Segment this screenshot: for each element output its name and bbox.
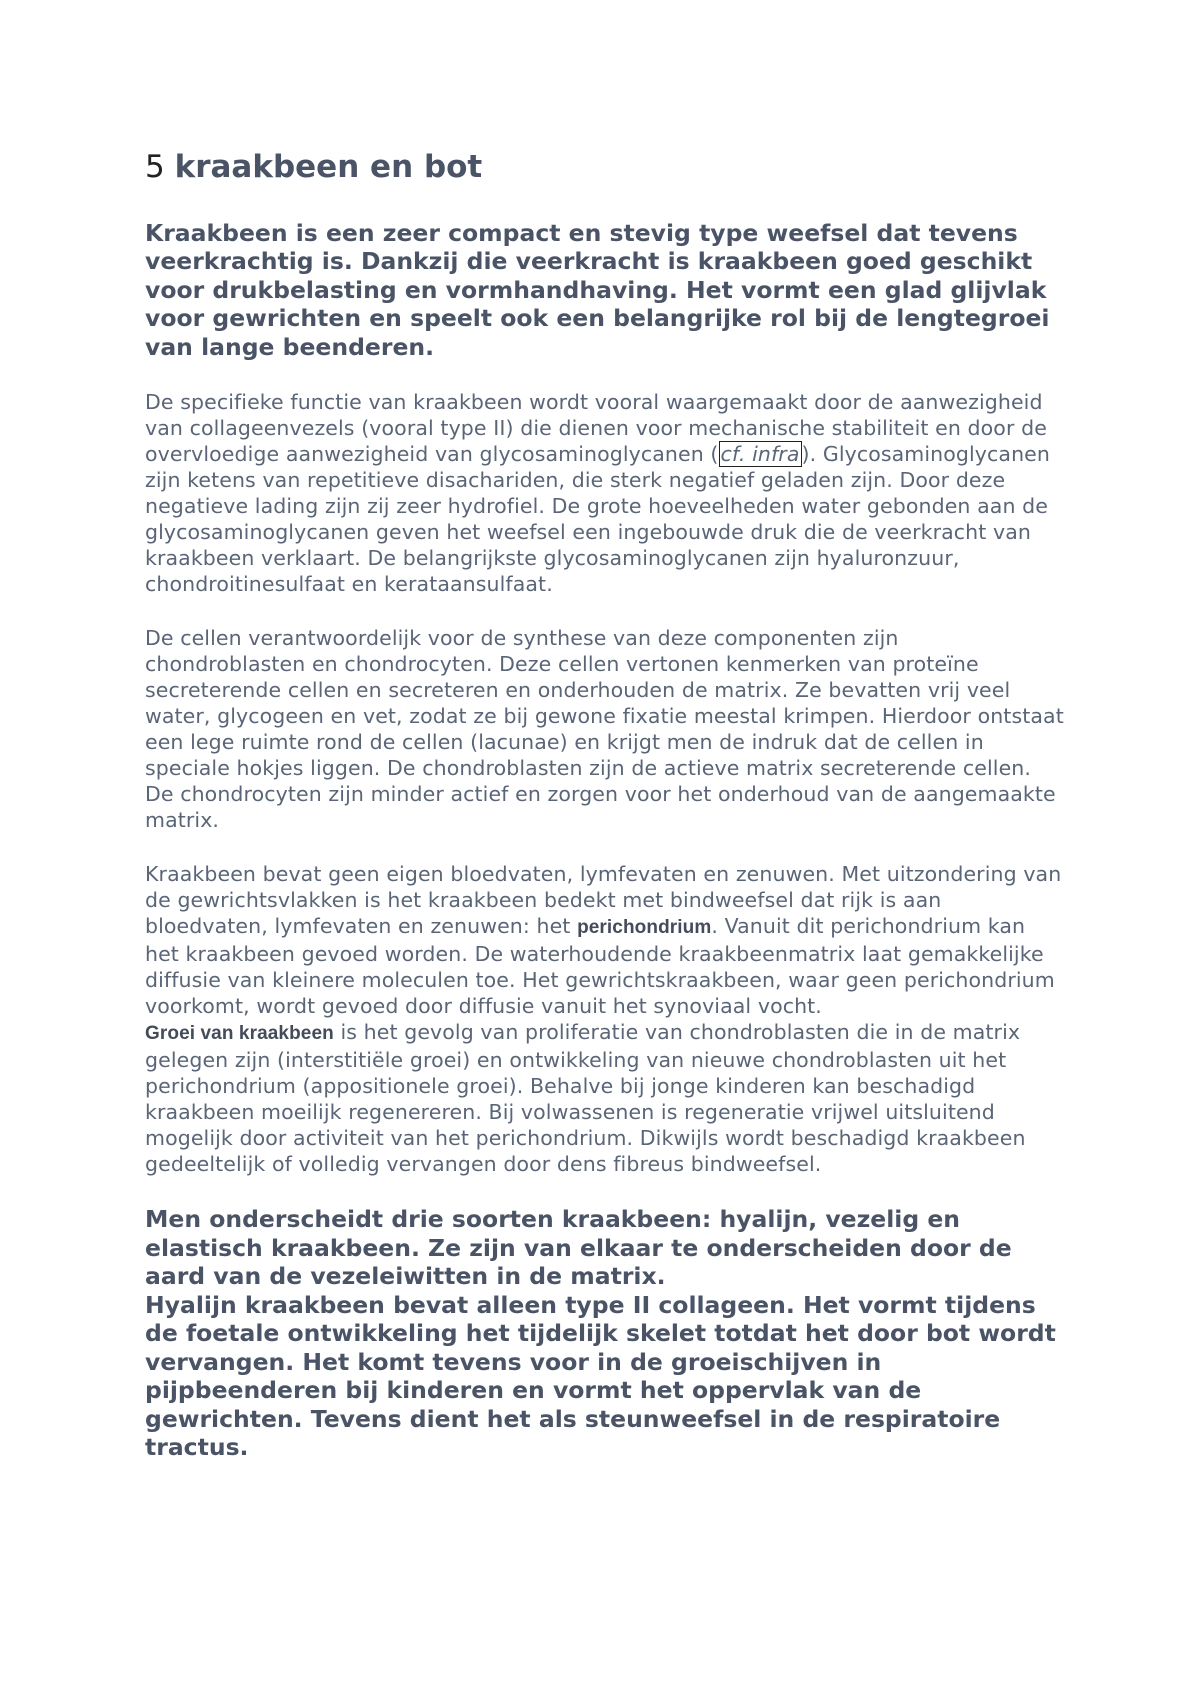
term-perichondrium: perichondrium: [577, 917, 712, 939]
paragraph-text: is het gevolg van proliferatie van chondroblasten die in de matrix gelegen zijn (interstitiële groei) en ontwikkeling van nieuwe chondroblasten uit het perichondrium (appositionele groei). Behalve bij jonge kinderen kan beschadigd kraakbeen moeilijk regenereren. Bij volwassenen is regeneratie vrijwel uitsluitend mogelijk door activiteit van het perichondrium. Dikwijls wordt beschadigd kraakbeen gedeeltelijk of volledig vervangen door dens fibreus bindweefsel.: [145, 1020, 1026, 1177]
paragraph-perichondrium: [145, 861, 1065, 1019]
paragraph-text: De specifieke functie van kraakbeen wordt vooral waargemaakt door de aanwezigheid van collageenvezels (vooral type II) die dienen voor mechanische stabiliteit en door de overvloedige aanwezigheid van glycosaminoglycanen (: [145, 390, 1047, 467]
paragraph-function: [145, 389, 1065, 597]
paragraph-text: Kraakbeen bevat geen eigen bloedvaten, lymfevaten en zenuwen. Met uitzondering van de gewrichtsvlakken is het kraakbeen bedekt met bindweefsel dat rijk is aan bloedvaten, lymfevaten en zenuwen: het: [145, 862, 1062, 939]
paragraph-hyaline: Hyalijn kraakbeen bevat alleen type II collageen. Het vormt tijdens de foetale ontwikkeling het tijdelijk skelet totdat het door bot wordt vervangen. Het komt tevens voor in de groeischijven in pijpbeenderen bij kinderen en vormt het oppervlak van de gewrichten. Tevens dient het als steunweefsel in de respiratoire tractus.: [145, 1290, 1056, 1462]
paragraph-text: ). Glycosaminoglycanen zijn ketens van repetitieve disachariden, die sterk negatief geladen zijn. Door deze negatieve lading zijn zij zeer hydrofiel. De grote hoeveelheden water gebonden aan de glycosaminoglycanen geven het weefsel een ingebouwde druk die de veerkracht van kraakbeen verklaart. De belangrijkste glycosaminoglycanen zijn hyaluronzuur, chondroitinesulfaat en kerataansulfaat.: [145, 442, 1050, 597]
paragraph-growth: [145, 1019, 1065, 1177]
document-page: [145, 148, 1065, 1462]
paragraph-text: . Vanuit dit perichondrium kan het kraakbeen gevoed worden. De waterhoudende kraakbeenmatrix laat gemakkelijke diffusie van kleinere moleculen toe. Het gewrichtskraakbeen, waar geen perichondrium voorkomt, wordt gevoed door diffusie vanuit het synoviaal vocht.: [145, 914, 1055, 1019]
chapter-name: kraakbeen en bot: [174, 149, 483, 185]
chapter-number: 5: [145, 149, 165, 185]
chapter-title: [145, 148, 1065, 187]
paragraph-types: Men onderscheidt drie soorten kraakbeen: hyalijn, vezelig en elastisch kraakbeen. Ze zijn van elkaar te onderscheiden door de aard van de vezeleiwitten in de matrix.: [145, 1205, 1012, 1291]
paragraph-cells: De cellen verantwoordelijk voor de synthese van deze componenten zijn chondroblasten en chondrocyten. Deze cellen vertonen kenmerken van proteïne secreterende cellen en secreteren en onderhouden de matrix. Ze bevatten vrij veel water, glycogeen en vet, zodat ze bij gewone fixatie meestal krimpen. Hierdoor ontstaat een lege ruimte rond de cellen (lacunae) en krijgt men de indruk dat de cellen in speciale hokjes liggen. De chondroblasten zijn de actieve matrix secreterende cellen. De chondrocyten zijn minder actief en zorgen voor het onderhoud van de aangemaakte matrix.: [145, 626, 1064, 833]
intro-paragraph: Kraakbeen is een zeer compact en stevig type weefsel dat tevens veerkrachtig is. Dankzij die veerkracht is kraakbeen goed geschikt voor drukbelasting en vormhandhaving. Het vormt een glad glijvlak voor gewrichten en speelt ook een belangrijke rol bij de lengtegroei van lange beenderen.: [145, 218, 1050, 361]
term-growth: Groei van kraakbeen: [145, 1023, 334, 1045]
cross-reference[interactable]: cf. infra: [720, 442, 800, 467]
